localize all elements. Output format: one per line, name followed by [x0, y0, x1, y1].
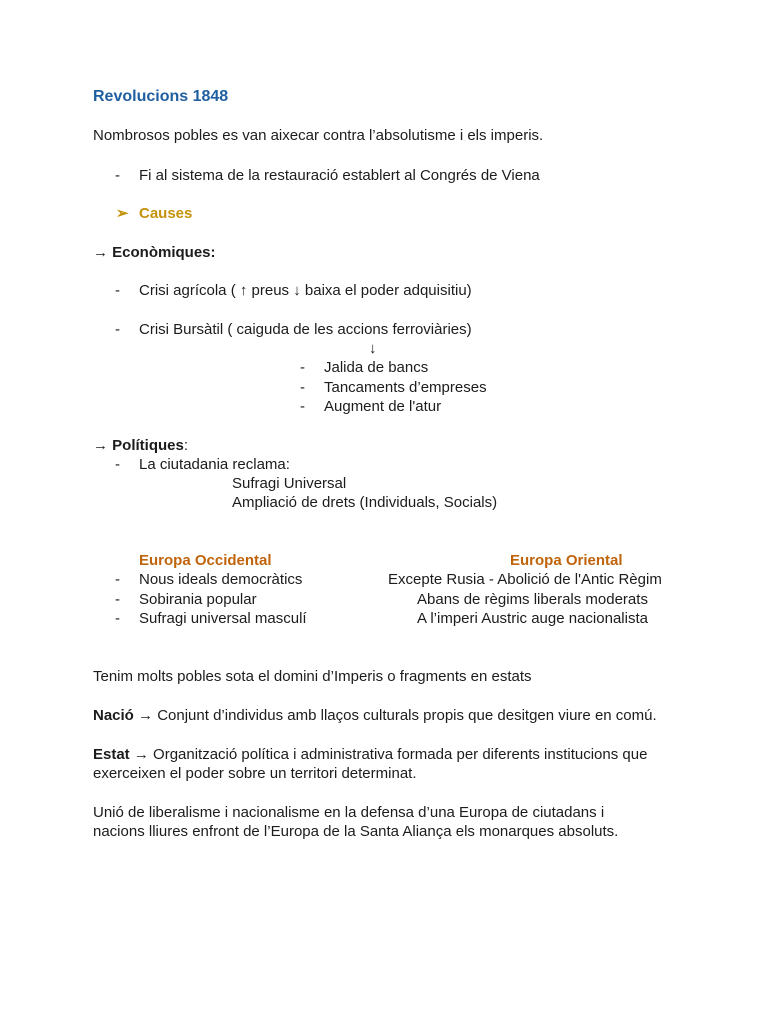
- bullet-dash: -: [115, 591, 120, 608]
- right-arrow-icon: →: [93, 244, 108, 261]
- economic-subitem: Jalida de bancs: [324, 359, 429, 376]
- oriental-item: Abans de règims liberals moderats: [417, 591, 648, 608]
- estat-definition: [93, 745, 647, 764]
- oriental-item: Excepte Rusia - Abolició de l'Antic Règim: [388, 571, 662, 588]
- occidental-item: Sobirania popular: [139, 591, 257, 608]
- bullet-dash: -: [300, 359, 305, 376]
- politiques-label: Polítiques: [112, 437, 184, 454]
- estat-term: Estat: [93, 746, 130, 763]
- bullet-dash: -: [115, 167, 120, 184]
- bullet-dash: -: [115, 282, 120, 299]
- economic-item: Crisi Bursàtil ( caiguda de les accions ferroviàries): [139, 321, 472, 338]
- politiques-claim: Sufragi Universal: [232, 475, 347, 492]
- oriental-item: A l’imperi Austric auge nacionalista: [417, 610, 648, 627]
- europa-occidental-heading: Europa Occidental: [139, 552, 272, 569]
- politiques-claim: Ampliació de drets (Individuals, Socials): [232, 494, 498, 511]
- nacio-term: Nació: [93, 707, 134, 724]
- conclusion-line: nacions lliures enfront de l’Europa de la Santa Aliança els monarques absoluts.: [93, 823, 619, 840]
- occidental-item: Nous ideals democràtics: [139, 571, 303, 588]
- nacio-text: Conjunt d’individus amb llaços culturals propis que desitgen viure en comú.: [153, 707, 657, 724]
- imperis-paragraph: Tenim molts pobles sota el domini d’Imperis o fragments en estats: [93, 668, 532, 685]
- estat-text-continued: exerceixen el poder sobre un territori determinat.: [93, 765, 417, 782]
- bullet-dash: -: [115, 456, 120, 473]
- nacio-definition: [93, 706, 657, 725]
- intro-paragraph: Nombrosos pobles es van aixecar contra l’absolutisme i els imperis.: [93, 127, 544, 144]
- occidental-item: Sufragi universal masculí: [139, 610, 307, 627]
- politiques-item: La ciutadania reclama:: [139, 456, 290, 473]
- europa-oriental-heading: Europa Oriental: [510, 552, 623, 569]
- estat-text: Organització política i administrativa formada per diferents institucions que: [148, 746, 648, 763]
- economic-subitem: Tancaments d’empreses: [324, 379, 487, 396]
- intro-bullet: Fi al sistema de la restauració establert al Congrés de Viena: [139, 167, 540, 184]
- conclusion-line: Unió de liberalisme i nacionalisme en la defensa d’una Europa de ciutadans i: [93, 804, 605, 821]
- document-title: Revolucions 1848: [93, 88, 229, 105]
- bullet-dash: -: [300, 379, 305, 396]
- causes-heading: Causes: [139, 205, 193, 222]
- economiques-label: Econòmiques:: [112, 244, 216, 261]
- right-arrow-icon: →: [133, 746, 149, 763]
- right-arrow-icon: →: [93, 437, 108, 454]
- bullet-dash: -: [115, 321, 120, 338]
- bullet-dash: -: [115, 571, 120, 588]
- politiques-colon: :: [183, 437, 189, 454]
- bullet-dash: -: [300, 398, 305, 415]
- economic-subitem: Augment de l'atur: [324, 398, 442, 415]
- down-arrow-icon: ↓: [369, 340, 377, 357]
- politiques-heading: [93, 436, 188, 455]
- right-arrow-icon: →: [138, 707, 154, 724]
- economiques-heading: [93, 243, 216, 262]
- economic-item: Crisi agrícola ( ↑ preus ↓ baixa el poder adquisitiu): [139, 282, 472, 299]
- causes-marker-icon: ➢: [116, 205, 129, 222]
- bullet-dash: -: [115, 610, 120, 627]
